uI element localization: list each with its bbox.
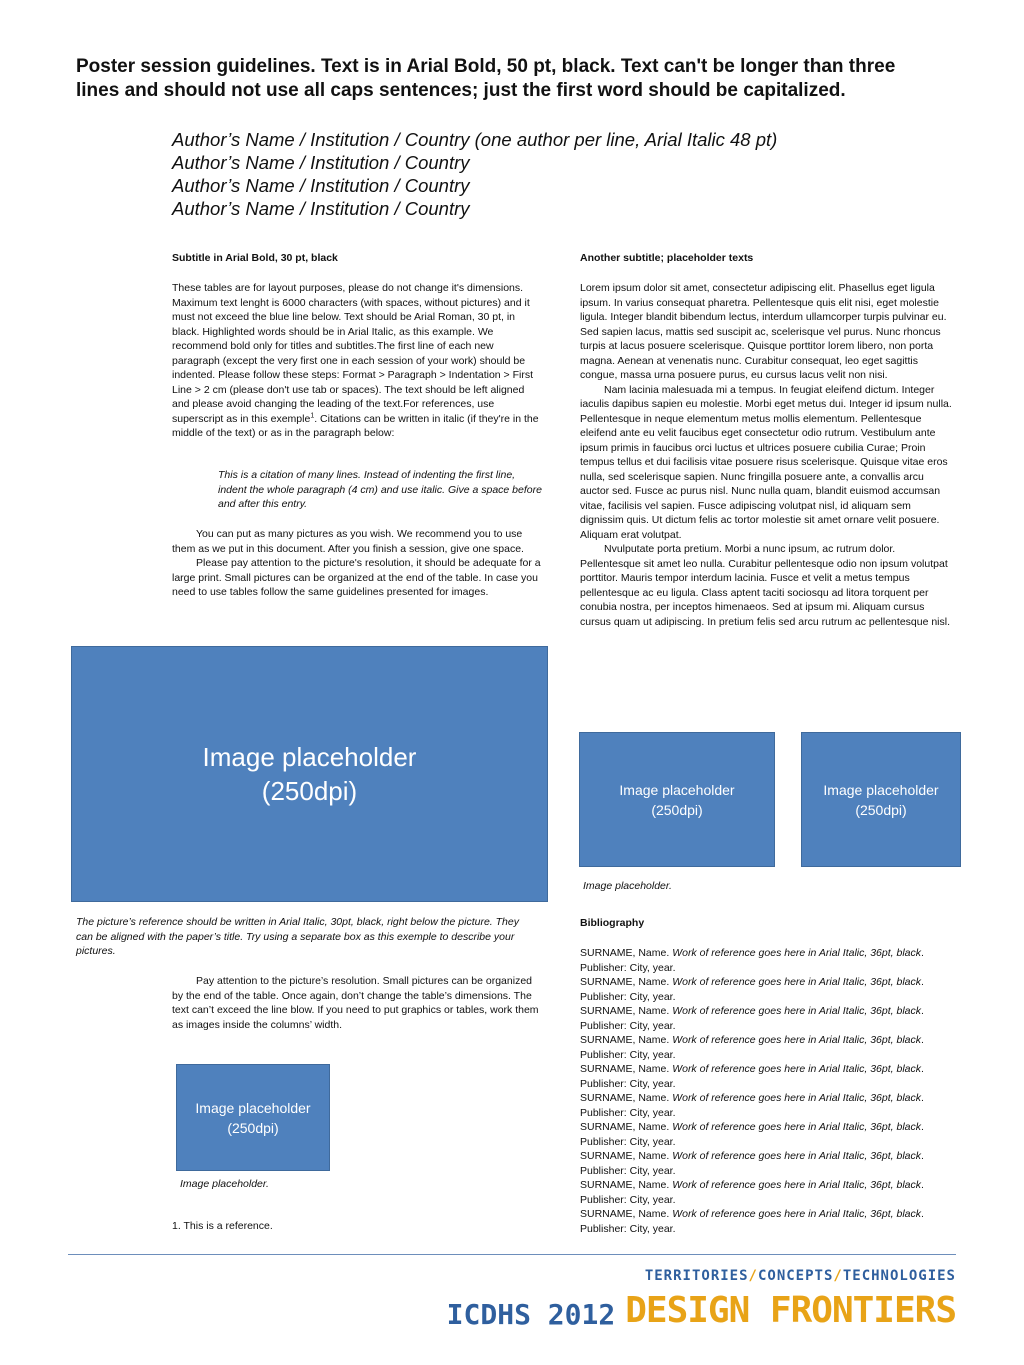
large-image-caption: The picture’s reference should be written in Arial Italic, 30pt, black, right below the picture. They can be aligned with the paper’s title. Try using a separate box as this exemple to describe your pictures. xyxy=(76,916,519,957)
image-placeholder-right-a: Image placeholder (250dpi) xyxy=(579,732,775,867)
bibliography-entry: SURNAME, Name. Work of reference goes here in Arial Italic, 36pt, black. Publisher: City, year. xyxy=(580,1005,924,1032)
bibliography-entry: SURNAME, Name. Work of reference goes here in Arial Italic, 36pt, black. Publisher: City, year. xyxy=(580,1150,924,1177)
image-placeholder-small: Image placeholder (250dpi) xyxy=(176,1064,330,1171)
small-image-caption: Image placeholder. xyxy=(180,1178,269,1190)
paragraph: Nvulputate porta pretium. Morbi a nunc ipsum, ac rutrum dolor. Pellentesque sit amet leo nulla. Curabitur pellentesque odio non ipsum volutpat porttitor. Mauris tempor interdum lacinia. Fusce et velit a metus tempus pellentesque ac eu ligula. Class aptent taciti sociosqu ad litora torquent per conubia nostra, per inceptos himenaeos. Sed at ipsum mi. Aliquam cursus cursus quam ut adipiscing. In pretium felis sed arcu rutrum ac pellentesque nisl. xyxy=(580,543,951,628)
paragraph: These tables are for layout purposes, please do not change it's dimensions. Maximum text lenght is 6000 characters (with spaces, without pictures) and it must not exceed the blue line below. Text should be Arial Roman, 30 pt, in black. Highlighted words should be in Arial Italic, as this example. We recommend bold only for titles and subtitles.The first line of each new paragraph (except the very first one in each session of your work) should be indented. Please follow these steps: Format > Paragraph > Indentation > First Line > 2 cm (please don't use tab or spaces). The text should be left aligned and please avoid changing the leading of the text.For references, use superscript as in this exemple$^1$. Citations can be written in italic (if they're in the middle of the text) or as in the paragraph below: xyxy=(172,282,539,439)
bibliography-title: Bibliography xyxy=(580,917,645,929)
right-images-caption: Image placeholder. xyxy=(583,880,672,892)
conference-tagline: TERRITORIES/CONCEPTS/TECHNOLOGIES xyxy=(644,1268,956,1284)
paragraph: Lorem ipsum dolor sit amet, consectetur adipiscing elit. Phasellus eget ligula ipsum. In varius consequat pharetra. Pellentesque quis elit nisi, eget molestie ligula. Integer blandit bibendum lectus, interdum ullamcorper turpis pulvinar eu. Sed sapien lacus, mattis sed suscipit ac, scelerisque vel purus. Nunc rhoncus turpis at lacus posuere scelerisque. Quisque porttitor lorem libero, non porta magna. Aenean at venenatis nunc. Curabitur consequat, leo eget sagittis congue, massa urna posuere purus, eu cursus lacus velit non nisi. xyxy=(580,282,947,381)
paragraph: Nam lacinia malesuada mi a tempus. In feugiat eleifend dictum. Integer iaculis dapibus sapien eu molestie. Morbi eget metus dui. Integer id ipsum nulla. Pellentesque in neque elementum metus mollis elementum. Pellentesque eleifend ante eu velit faucibus eget consectetur odio rutrum. Vestibulum ante ipsum primis in faucibus orci luctus et ultrices posuere cubilia Curae; Proin tempus tellus et dui facilisis vitae posuere risus scelerisque. Quisque vitae eros nulla, sed scelerisque sapien. Nunc fringilla posuere ante, a convallis arcu auctor sed. Fusce ac purus nisl. Nunc nulla quam, blandit euismod accumsan vitae, facilisis vel sapien. Fusce adipiscing volutpat nisl, id aliquam sem dignissim quis. Ut dictum felis ac tortor molestie sit amet ornare velit posuere. Aliquam erat volutpat. xyxy=(580,383,952,541)
bibliography-entry: SURNAME, Name. Work of reference goes here in Arial Italic, 36pt, black. Publisher: City, year. xyxy=(580,1034,924,1061)
author-list xyxy=(172,128,932,220)
right-subtitle: Another subtitle; placeholder texts xyxy=(580,252,754,264)
bibliography-entry: SURNAME, Name. Work of reference goes here in Arial Italic, 36pt, black. Publisher: City, year. xyxy=(580,1063,924,1090)
footer-divider xyxy=(68,1254,956,1255)
conference-logo xyxy=(447,1290,956,1331)
footnote-marker: 1 xyxy=(310,412,315,419)
footnote-reference: 1. This is a reference. xyxy=(172,1220,273,1232)
paragraph: You can put as many pictures as you wish. We recommend you to use them as we put in this document. After you finish a session, give one space. xyxy=(172,528,524,555)
author-line: Author’s Name / Institution / Country (one author per line, Arial Italic 48 pt) xyxy=(172,129,778,150)
bibliography-entry: SURNAME, Name. Work of reference goes here in Arial Italic, 36pt, black. Publisher: City, year. xyxy=(580,1121,924,1148)
bibliography-entry: SURNAME, Name. Work of reference goes here in Arial Italic, 36pt, black. Publisher: City, year. xyxy=(580,1208,924,1235)
left-body-text-2 xyxy=(172,527,544,600)
left-subtitle: Subtitle in Arial Bold, 30 pt, black xyxy=(172,252,338,264)
citation-block: This is a citation of many lines. Instead of indenting the first line, indent the whole paragraph (4 cm) and use italic. Give a space before and after this entry. xyxy=(218,469,542,510)
paragraph: Please pay attention to the picture's resolution, it should be adequate for a large print. Small pictures can be organized at the end of the table. In case you need to use tables follow the same guidelines presented for images. xyxy=(172,557,541,598)
image-placeholder-large: Image placeholder (250dpi) xyxy=(71,646,548,902)
bibliography-list xyxy=(580,946,940,1236)
author-line: Author’s Name / Institution / Country xyxy=(172,175,470,196)
poster-title: Poster session guidelines. Text is in Arial Bold, 50 pt, black. Text can't be longer than three lines and should not use all caps sentences; just the first word should be capitalized. xyxy=(76,56,896,101)
left-body-text xyxy=(172,281,544,441)
left-body-text-3 xyxy=(172,974,544,1032)
bibliography-entry: SURNAME, Name. Work of reference goes here in Arial Italic, 36pt, black. Publisher: City, year. xyxy=(580,1092,924,1119)
right-body-text xyxy=(580,281,952,629)
author-line: Author’s Name / Institution / Country xyxy=(172,198,470,219)
bibliography-entry: SURNAME, Name. Work of reference goes here in Arial Italic, 36pt, black. Publisher: City, year. xyxy=(580,976,924,1003)
author-line: Author’s Name / Institution / Country xyxy=(172,152,470,173)
bibliography-entry: SURNAME, Name. Work of reference goes here in Arial Italic, 36pt, black. Publisher: City, year. xyxy=(580,947,924,974)
image-placeholder-right-b: Image placeholder (250dpi) xyxy=(801,732,961,867)
conference-name: ICDHS 2012 xyxy=(446,1298,616,1331)
paragraph: Pay attention to the picture’s resolution. Small pictures can be organized by the end of the table. Once again, don’t change the table’s dimensions. The text can’t exceed the line blow. If you need to put graphics or tables, work them as images inside the columns’ width. xyxy=(172,975,539,1031)
bibliography-entry: SURNAME, Name. Work of reference goes here in Arial Italic, 36pt, black. Publisher: City, year. xyxy=(580,1179,924,1206)
conference-brand: DESIGN FRONTIERS xyxy=(625,1290,956,1331)
